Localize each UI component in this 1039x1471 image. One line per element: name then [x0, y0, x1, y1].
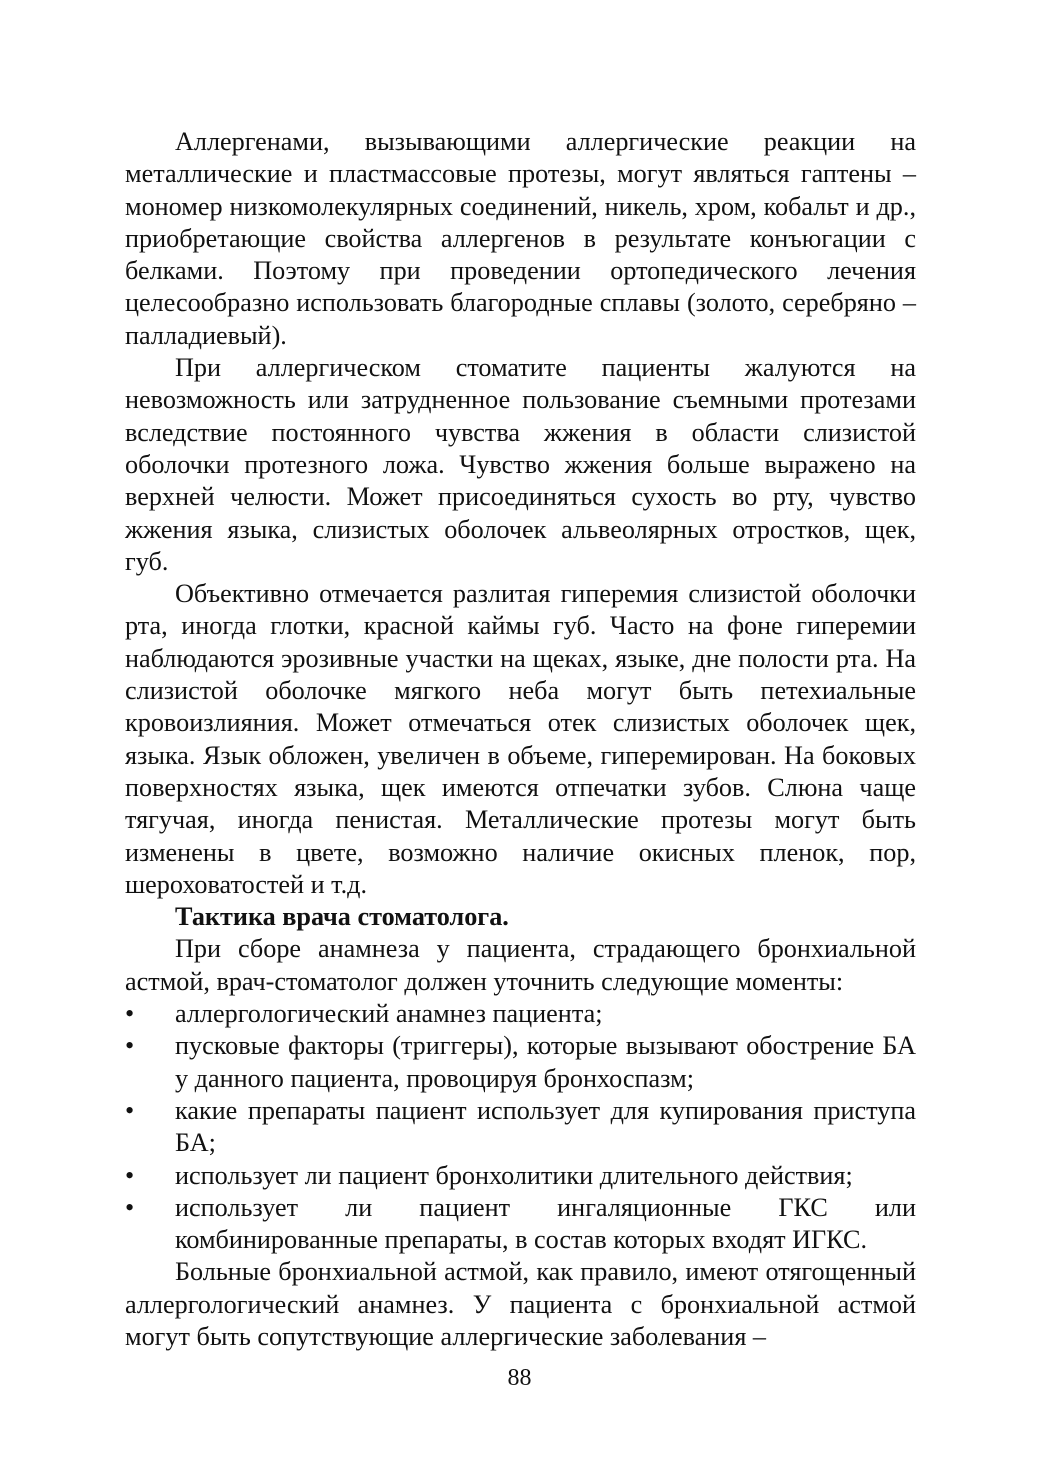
- list-item-text: пусковые факторы (триггеры), которые вызывают обострение БА у данного пациента, провоцируя бронхоспазм;: [175, 1031, 916, 1093]
- paragraph-objective-findings: Объективно отмечается разлитая гиперемия слизистой оболочки рта, иногда глотки, красной каймы губ. Часто на фоне гиперемии наблюдаются эрозивные участки на щеках, языке, дне полости рта. На слизистой оболочке мягкого неба могут быть петехиальные кровоизлияния. Может отмечаться отек слизистых оболочек щек, языка. Язык обложен, увеличен в объеме, гиперемирован. На боковых поверхностях языка, щек имеются отпечатки зубов. Слюна чаще тягучая, иногда пенистая. Металлические протезы могут быть изменены в цвете, возможно наличие окисных пленок, пор, шероховатостей и т.д.: [125, 579, 916, 899]
- paragraph-complaints: При аллергическом стоматите пациенты жалуются на невозможность или затрудненное пользование съемными протезами вследствие постоянного чувства жжения в области слизистой оболочки протезного ложа. Чувство жжения больше выражено на верхней челюсти. Может присоединяться сухость во рту, чувство жжения языка, слизистых оболочек альвеолярных отростков, щек, губ.: [125, 353, 916, 576]
- anamnesis-checklist: [125, 998, 916, 1256]
- bullet-icon: •: [125, 999, 135, 1029]
- list-item-text: использует ли пациент ингаляционные ГКС или комбинированные препараты, в состав которых входят ИГКС.: [175, 1192, 916, 1255]
- list-item-text: какие препараты пациент использует для купирования приступа БА;: [175, 1095, 916, 1158]
- paragraph-allergens: Аллергенами, вызывающими аллергические реакции на металлические и пластмассовые протезы, могут являться гаптены – мономер низкомолекулярных соединений, никель, хром, кобальт и др., приобретающие свойства аллергенов в результате конъюгации с белками. Поэтому при проведении ортопедического лечения целесообразно использовать благородные сплавы (золото, серебряно – палладиевый).: [125, 127, 916, 350]
- bullet-icon: •: [125, 1160, 135, 1190]
- paragraph-closing: Больные бронхиальной астмой, как правило, имеют отягощенный аллергологический анамнез. У пациента с бронхиальной астмой могут быть сопутствующие аллергические заболевания –: [125, 1257, 916, 1351]
- section-heading: Тактика врача стоматолога.: [175, 902, 509, 932]
- paragraph-anamnesis-intro: При сборе анамнеза у пациента, страдающего бронхиальной астмой, врач-стоматолог должен уточнить следующие моменты:: [125, 934, 916, 996]
- bullet-icon: •: [125, 1095, 135, 1125]
- page-body: [125, 126, 916, 1353]
- list-item-text: аллергологический анамнез пациента;: [175, 999, 603, 1029]
- list-item-text: использует ли пациент бронхолитики длительного действия;: [175, 1160, 853, 1190]
- list-item: [125, 1192, 916, 1257]
- list-item: [125, 1095, 916, 1160]
- list-item: [125, 1160, 916, 1192]
- list-item: [125, 1030, 916, 1095]
- list-item: [125, 998, 916, 1030]
- bullet-icon: •: [125, 1031, 135, 1061]
- bullet-icon: •: [125, 1192, 135, 1222]
- page-number: 88: [507, 1365, 532, 1391]
